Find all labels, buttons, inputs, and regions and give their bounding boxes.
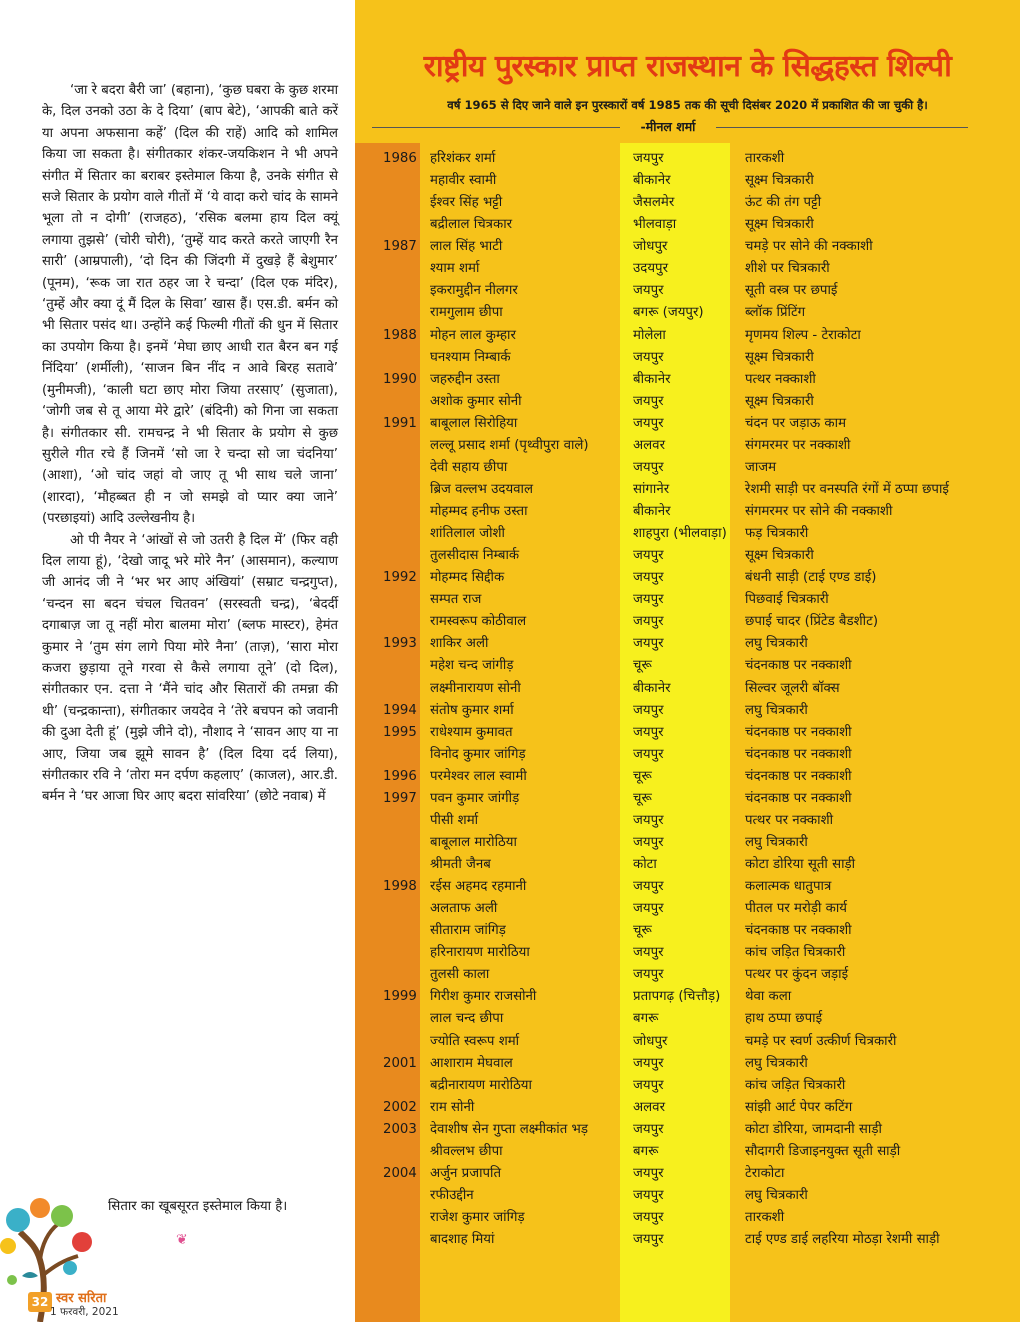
table-row	[355, 1053, 1020, 1075]
awardee-craft: कलात्मक धातुपात्र	[745, 879, 832, 895]
awardee-craft: लघु चित्रकारी	[745, 702, 808, 718]
table-row	[355, 391, 1020, 413]
awardee-craft: बंधनी साड़ी (टाई एण्ड डाई)	[745, 570, 877, 586]
table-row	[355, 722, 1020, 744]
panel-title: राष्ट्रीय पुरस्कार प्राप्त राजस्थान के सिद्धहस्त शिल्पी	[423, 49, 952, 84]
awardee-craft: पीतल पर मरोड़ी कार्य	[745, 901, 848, 917]
awardee-craft: पत्थर पर कुंदन जड़ाई	[745, 967, 849, 983]
table-row	[355, 854, 1020, 876]
awardee-city: जयपुर	[633, 393, 664, 409]
awardee-name: तुलसीदास निम्बार्क	[430, 548, 520, 564]
table-row	[355, 766, 1020, 788]
awardee-craft: रेशमी साड़ी पर वनस्पति रंगों में ठप्पा छपाई	[745, 481, 949, 497]
awardee-craft: सूक्ष्म चित्रकारी	[745, 349, 814, 365]
table-row	[355, 1229, 1020, 1251]
awardee-name: इकरामुद्दीन नीलगर	[430, 283, 518, 299]
table-row	[355, 1031, 1020, 1053]
butterfly-icon: ❦	[176, 1232, 188, 1248]
awardee-city: बगरू	[633, 1011, 659, 1027]
table-row	[355, 920, 1020, 942]
awardee-name: महेश चन्द जांगीड़	[430, 658, 514, 674]
awardee-name: अर्जुन प्रजापति	[430, 1165, 502, 1181]
awardee-name: विनोद कुमार जांगिड़	[430, 746, 526, 762]
awardee-city: बीकानेर	[633, 680, 671, 696]
awardee-name: ईश्वर सिंह भट्टी	[430, 195, 503, 211]
awardee-name: सम्पत राज	[430, 592, 482, 608]
table-row	[355, 810, 1020, 832]
awardee-name: शांतिलाल जोशी	[430, 526, 506, 542]
awardee-city: जयपुर	[633, 614, 664, 630]
magazine-name: स्वर सरिता	[56, 1291, 107, 1306]
awardee-city: जयपुर	[633, 879, 664, 895]
awardee-city: जयपुर	[633, 636, 664, 652]
award-year: 1998	[383, 879, 417, 895]
awardee-craft: टाई एण्ड डाई लहरिया मोठड़ा रेशमी साड़ी	[745, 1232, 940, 1248]
awardee-craft: चंदनकाष्ठ पर नक्काशी	[745, 790, 852, 806]
awardee-craft: सिल्वर जूलरी बॉक्स	[745, 680, 840, 696]
awardee-name: हरिनारायण मारोठिया	[430, 945, 530, 961]
awardee-city: जयपुर	[633, 1077, 664, 1093]
awardee-name: मोहम्मद हनीफ उस्ता	[430, 504, 528, 519]
awardee-craft: सूक्ष्म चित्रकारी	[745, 217, 814, 233]
table-row	[355, 258, 1020, 280]
awardee-craft: ब्लॉक प्रिंटिंग	[745, 305, 806, 321]
awardee-craft: चंदनकाष्ठ पर नक्काशी	[745, 658, 852, 674]
table-row	[355, 457, 1020, 479]
article-column	[0, 0, 355, 1322]
awardee-name: हरिशंकर शर्मा	[430, 151, 496, 166]
awardee-city: जयपुर	[633, 967, 664, 983]
author-rule-left	[372, 127, 620, 128]
awardee-city: जयपुर	[633, 349, 664, 365]
awardee-name: राजेश कुमार जांगिड़	[430, 1210, 525, 1225]
author-rule-right	[716, 127, 968, 128]
awardee-city: जयपुर	[633, 151, 664, 166]
awardee-craft: लघु चित्रकारी	[745, 1187, 808, 1203]
awardee-craft: पिछवाई चित्रकारी	[745, 592, 829, 608]
awardee-name: आशाराम मेघवाल	[430, 1055, 513, 1071]
table-row	[355, 1185, 1020, 1207]
awardee-city: जयपुर	[633, 812, 664, 828]
table-row	[355, 501, 1020, 523]
awardee-city: बीकानेर	[633, 173, 671, 189]
awardee-craft: तारकशी	[745, 1210, 785, 1225]
awardee-name: रामगुलाम छीपा	[430, 305, 503, 321]
awardee-name: रईस अहमद रहमानी	[430, 879, 527, 895]
awardee-city: जयपुर	[633, 1232, 664, 1248]
awardee-name: जहरुद्दीन उस्ता	[430, 371, 500, 387]
awardee-name: बाबूलाल मारोठिया	[430, 834, 517, 850]
table-row	[355, 413, 1020, 435]
awardee-city: जयपुर	[633, 1165, 664, 1181]
table-row	[355, 325, 1020, 347]
awardee-city: जयपुर	[633, 746, 664, 762]
table-row	[355, 678, 1020, 700]
awardee-city: कोटा	[633, 857, 657, 872]
issue-date: 1 फरवरी, 2021	[50, 1306, 119, 1318]
table-row	[355, 744, 1020, 766]
awardee-name: सीताराम जांगिड़	[430, 923, 506, 939]
award-year: 1986	[383, 151, 417, 166]
awardee-city: भीलवाड़ा	[633, 217, 677, 233]
table-row	[355, 964, 1020, 986]
awardee-name: घनश्याम निम्बार्क	[430, 349, 511, 365]
awardee-name: बाबूलाल सिरोहिया	[430, 415, 518, 431]
awardee-city: बगरू	[633, 1143, 659, 1159]
awardee-craft: पत्थर नक्काशी	[745, 371, 816, 387]
awardee-city: सांगानेर	[633, 481, 670, 497]
awardee-craft: टेराकोटा	[745, 1165, 785, 1181]
awardee-city: जयपुर	[633, 459, 664, 475]
awardee-city: जयपुर	[633, 1187, 664, 1203]
awardee-name: लक्ष्मीनारायण सोनी	[430, 680, 521, 696]
awardee-city: जयपुर	[633, 415, 664, 431]
awardee-craft: छपाई चादर (प्रिंटेड बैडशीट)	[745, 614, 879, 630]
awardee-name: संतोष कुमार शर्मा	[430, 702, 514, 718]
award-year: 1990	[383, 371, 417, 387]
table-row	[355, 567, 1020, 589]
table-row	[355, 986, 1020, 1008]
awardee-craft: फड़ चित्रकारी	[745, 526, 809, 542]
awardee-name: अलताफ अली	[430, 901, 498, 917]
awardee-city: बीकानेर	[633, 371, 671, 387]
awardee-city: अलवर	[633, 1099, 666, 1115]
table-row	[355, 479, 1020, 501]
awardee-city: उदयपुर	[633, 261, 669, 277]
awardee-name: तुलसी काला	[430, 967, 490, 983]
table-row	[355, 435, 1020, 457]
awardee-name: ज्योति स्वरूप शर्मा	[430, 1033, 520, 1049]
table-row	[355, 523, 1020, 545]
awardee-craft: कांच जड़ित चित्रकारी	[745, 1077, 846, 1093]
awardee-craft: शीशे पर चित्रकारी	[745, 261, 830, 277]
awardee-craft: मृणमय शिल्प - टेराकोटा	[745, 327, 861, 343]
table-row	[355, 633, 1020, 655]
awardee-name: मोहम्मद सिद्दीक	[430, 570, 505, 586]
awardee-craft: सूक्ष्म चित्रकारी	[745, 393, 814, 409]
table-row	[355, 1207, 1020, 1229]
awardee-name: श्रीवल्लभ छीपा	[430, 1143, 503, 1159]
awardee-city: जयपुर	[633, 901, 664, 917]
awardee-name: पीसी शर्मा	[430, 812, 479, 828]
awardee-city: चूरू	[633, 923, 652, 939]
awardee-name: राम सोनी	[430, 1099, 475, 1115]
award-year: 1999	[383, 989, 417, 1005]
award-year: 1992	[383, 570, 417, 586]
article-closing	[108, 1196, 334, 1217]
award-year: 2004	[383, 1165, 417, 1181]
awardee-city: जयपुर	[633, 724, 664, 740]
awardee-craft: लघु चित्रकारी	[745, 1055, 808, 1071]
awardee-city: जयपुर	[633, 945, 664, 961]
panel-subtitle: वर्ष 1965 से दिए जाने वाले इन पुरस्कारों वर्ष 1985 तक की सूची दिसंबर 2020 में प्रकाशित की जा चुकी है।	[447, 98, 928, 112]
awardee-craft: सूक्ष्म चित्रकारी	[745, 173, 814, 189]
awardee-name: देवाशीष सेन गुप्ता लक्ष्मीकांत भड़	[430, 1121, 588, 1137]
awardee-name: बद्रीलाल चित्रकार	[430, 217, 513, 233]
table-row	[355, 1163, 1020, 1185]
awardee-craft: हाथ ठप्पा छपाई	[745, 1011, 823, 1027]
awardee-craft: संगमरमर पर नक्काशी	[745, 437, 851, 453]
table-row	[355, 1141, 1020, 1163]
awardee-craft: लघु चित्रकारी	[745, 636, 808, 652]
award-year: 2001	[383, 1055, 417, 1071]
awardee-name: देवी सहाय छीपा	[430, 459, 508, 475]
awardee-craft: कोटा डोरिया, जामदानी साड़ी	[745, 1121, 882, 1137]
awardee-city: जयपुर	[633, 570, 664, 586]
awardee-city: जयपुर	[633, 834, 664, 850]
award-year: 2002	[383, 1099, 417, 1115]
awardee-craft: सांझी आर्ट पेपर कटिंग	[745, 1099, 853, 1115]
awardee-city: चूरू	[633, 768, 652, 784]
table-row	[355, 611, 1020, 633]
awardee-name: बादशाह मियां	[430, 1232, 495, 1248]
awardee-craft: सौदागरी डिजाइनयुक्त सूती साड़ी	[745, 1143, 901, 1159]
awardee-name: गिरीश कुमार राजसोनी	[430, 989, 537, 1005]
awardee-city: जोधपुर	[633, 239, 668, 255]
awardee-craft: चमड़े पर स्वर्ण उत्कीर्ण चित्रकारी	[745, 1033, 897, 1049]
awardee-name: बद्रीनारायण मारोठिया	[430, 1077, 532, 1093]
awardee-craft: सूक्ष्म चित्रकारी	[745, 548, 814, 564]
awardee-craft: कांच जड़ित चित्रकारी	[745, 945, 846, 961]
awardee-craft: संगमरमर पर सोने की नक्काशी	[745, 504, 893, 519]
award-year: 1995	[383, 724, 417, 740]
table-row	[355, 1008, 1020, 1030]
awardee-craft: ऊंट की तंग पट्टी	[745, 195, 822, 211]
awardee-name: पवन कुमार जांगीड़	[430, 790, 520, 806]
awardee-name: लाल चन्द छीपा	[430, 1011, 504, 1027]
awardee-craft: चमड़े पर सोने की नक्काशी	[745, 239, 873, 255]
awardee-city: जयपुर	[633, 283, 664, 299]
awardee-craft: चंदनकाष्ठ पर नक्काशी	[745, 923, 852, 939]
award-year: 2003	[383, 1121, 417, 1137]
awardee-name: मोहन लाल कुम्हार	[430, 327, 516, 343]
table-row	[355, 832, 1020, 854]
award-year: 1993	[383, 636, 417, 652]
table-row	[355, 589, 1020, 611]
awardee-name: रामस्वरूप कोठीवाल	[430, 614, 527, 630]
awardee-craft: पत्थर पर नक्काशी	[745, 812, 834, 828]
table-row	[355, 876, 1020, 898]
table-row	[355, 280, 1020, 302]
awardee-craft: थेवा कला	[745, 989, 792, 1005]
awardee-city: जयपुर	[633, 1121, 664, 1137]
article-body	[42, 80, 338, 808]
table-row	[355, 369, 1020, 391]
award-year: 1988	[383, 327, 417, 343]
table-row	[355, 700, 1020, 722]
awardee-city: बगरू (जयपुर)	[633, 305, 704, 321]
awardee-name: श्याम शर्मा	[430, 261, 480, 277]
awardee-craft: लघु चित्रकारी	[745, 834, 808, 850]
awardee-name: महावीर स्वामी	[430, 173, 497, 189]
awardee-craft: तारकशी	[745, 151, 785, 166]
award-year: 1997	[383, 790, 417, 806]
table-row	[355, 545, 1020, 567]
article-paragraph-2: ओ पी नैयर ने ‘आंखों से जो उतरी है दिल में’ (फिर वही दिल लाया हूं), ‘देखो जादू भरे मोरे नैन’ (आसमान), कल्याण जी आनंद जी ने ‘भर भर आए अंखियां’ (सम्राट चन्द्रगुप्त), ‘चन्दन सा बदन चंचल चितवन’ (सरस्वती चन्द्र), ‘बेदर्दी दगाबाज़ जा तू नहीं मोरा बालमा मोरा’ (ब्लफ मास्टर), हेमंत कुमार ने ‘तुम संग लागे पिया मोरे नैना’ (ताज़), ‘सारा मोरा कजरा छुड़ाया तूने गरवा से कैसे लगाया तूने’ (दो दिल), संगीतकार एन. दत्ता ने ‘मैंने चांद और सितारों की तमन्ना की थी’ (चन्द्रकान्ता), संगीतकार जयदेव ने ‘तेरे बचपन को जवानी की दुआ देती हूं’ (मुझे जीने दो), नौशाद ने ‘सावन आए या ना आए, जिया जब झूमे सावन है’ (दिल दिया दर्द लिया), संगीतकार रवि ने ‘तोरा मन दर्पण कहलाए’ (काजल), आर.डी. बर्मन ने ‘घर आजा घिर आए बदरा सांवरिया’ (छोटे नवाब) में	[42, 532, 338, 805]
table-row	[355, 1075, 1020, 1097]
table-row	[355, 302, 1020, 324]
awardee-city: चूरू	[633, 790, 652, 806]
awardee-city: मोलेला	[633, 327, 666, 343]
awardee-city: शाहपुरा (भीलवाड़ा)	[633, 526, 727, 542]
author-byline: -मीनल शर्मा	[640, 119, 696, 134]
award-year: 1987	[383, 239, 417, 255]
awardee-city: जयपुर	[633, 548, 664, 564]
awardee-craft: सूती वस्त्र पर छपाई	[745, 283, 838, 299]
awardee-craft: चंदनकाष्ठ पर नक्काशी	[745, 724, 852, 740]
awardee-name: लाल सिंह भाटी	[430, 239, 503, 255]
awardee-city: जयपुर	[633, 1055, 664, 1071]
table-row	[355, 192, 1020, 214]
awardee-city: जयपुर	[633, 1210, 664, 1225]
awardee-name: ब्रिज वल्लभ उदयवाल	[430, 481, 534, 497]
awardee-name: लल्लू प्रसाद शर्मा (पृथ्वीपुरा वाले)	[430, 437, 589, 453]
award-year: 1991	[383, 415, 417, 431]
page-number: 32	[28, 1292, 52, 1312]
awardee-city: जयपुर	[633, 702, 664, 718]
awardee-name: परमेश्वर लाल स्वामी	[430, 768, 527, 784]
awardee-city: बीकानेर	[633, 504, 671, 519]
awardee-craft: चंदनकाष्ठ पर नक्काशी	[745, 768, 852, 784]
awardee-craft: चंदन पर जड़ाऊ काम	[745, 415, 847, 431]
article-paragraph-1: ‘जा रे बदरा बैरी जा’ (बहाना), ‘कुछ घबरा के कुछ शरमा के, दिल उनको उठा के दे दिया’ (बाप बेटे), ‘आपकी बाते करें या अपना अफसाना कहें’ (दिल की राहें) आदि को शामिल किया जा सकता है। संगीतकार शंकर-जयकिशन ने भी अपने संगीत में सितार का बराबर इस्तेमाल किया है, उनके संगीत से सजे सितार के प्रयोग वाले गीतों में ‘ये वादा करो चांद के सामने भूला तो न दोगी’ (राजहठ), ‘रसिक बलमा हाय दिल क्यूं लगाया तुझसे’ (चोरी चोरी), ‘तुम्हें याद करते करते जाएगी रैन सारी’ (आम्रपाली), ‘दो दिन की जिंदगी में दुखड़े हैं बेशुमार’ (पूनम), ‘रूक जा रात ठहर जा रे चन्दा’ (दिल एक मंदिर), ‘तुम्हें और क्या दूं मैं दिल के सिवा’ खास हैं। एस.डी. बर्मन को भी सितार पसंद था। उन्होंने कई फिल्मी गीतों की धुन में सितार का उपयोग किया है। इनमें ‘मेघा छाए आधी रात बैरन बन गई निंदिया’ (शर्मीली), ‘साजन बिन नींद न आवे बिरह सतावे’ (मुनीमजी), ‘काली घटा छाए मोरा जिया तरसाए’ (सुजाता), ‘जोगी जब से तू आया मेरे द्वारे’ (बंदिनी) को गिना जा सकता है। संगीतकार सी. रामचन्द्र ने भी सितार के प्रयोग से कुछ सुरीले गीत रचे हैं जिनमें ‘सो जा रे चन्दा सो जा चंदनिया’ (आशा), ‘ओ चांद जहां वो जाए तू भी साथ चले जाना’ (शारदा), ‘मौहब्बत ही न जो समझे वो प्यार क्या जाने’ (परछाइयां) आदि उल्लेखनीय है।	[42, 83, 338, 527]
article-closing-text: सितार का खूबसूरत इस्तेमाल किया है।	[108, 1199, 288, 1214]
table-row	[355, 1097, 1020, 1119]
awardee-craft: चंदनकाष्ठ पर नक्काशी	[745, 746, 852, 762]
awardee-name: राधेश्याम कुमावत	[430, 724, 513, 740]
awardee-city: प्रतापगढ़ (चित्तौड़)	[633, 989, 721, 1005]
table-row	[355, 898, 1020, 920]
awardee-craft: कोटा डोरिया सूती साड़ी	[745, 857, 856, 872]
award-year: 1996	[383, 768, 417, 784]
table-row	[355, 347, 1020, 369]
table-row	[355, 236, 1020, 258]
awardee-name: शाकिर अली	[430, 636, 489, 652]
table-row	[355, 942, 1020, 964]
awardee-city: जयपुर	[633, 592, 664, 608]
table-row	[355, 170, 1020, 192]
award-year: 1994	[383, 702, 417, 718]
table-row	[355, 788, 1020, 810]
table-row	[355, 1119, 1020, 1141]
table-row	[355, 148, 1020, 170]
awardee-name: अशोक कुमार सोनी	[430, 393, 522, 409]
table-row	[355, 214, 1020, 236]
awardee-city: अलवर	[633, 437, 666, 453]
awardee-city: चूरू	[633, 658, 652, 674]
awardee-table	[355, 148, 1020, 1251]
awardee-name: श्रीमती जैनब	[430, 857, 491, 872]
awardee-city: जैसलमेर	[633, 195, 675, 211]
table-row	[355, 655, 1020, 677]
awardee-name: रफीउद्दीन	[430, 1187, 474, 1203]
awardee-craft: जाजम	[745, 459, 777, 475]
awardee-city: जोधपुर	[633, 1033, 668, 1049]
